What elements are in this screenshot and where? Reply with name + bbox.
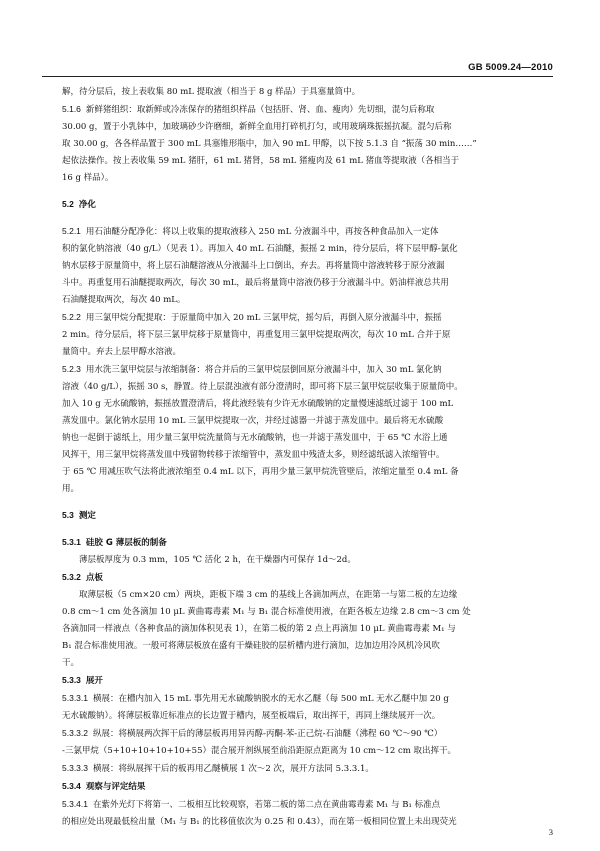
- section-number: 5.3.3: [62, 675, 81, 685]
- clause-number: 5.3.3.1: [62, 693, 88, 703]
- section-title: 观察与评定结果: [85, 782, 146, 792]
- section-heading-5-2: [62, 196, 553, 214]
- section-number: 5.3.1: [62, 537, 81, 547]
- text-line: B₁ 混合标准使用液。一般可将薄层板放在盛有干燥硅胶的层析槽内进行滴加，边加边用冷风机冷风吹: [62, 641, 440, 651]
- standard-number: GB 5009.24—2010: [468, 62, 553, 73]
- text-line: 用水洗三氯甲烷层与浓缩制备：将合并后的三氯甲烷层倒回原分液漏斗中，加入 30 mL 氯化钠: [85, 365, 442, 375]
- text-line: 取薄层板（5 cm×20 cm）两块，距板下端 3 cm 的基线上各滴加两点，在距第一与第二板的左边缘: [79, 590, 458, 600]
- text-line: 2 min。待分层后，将下层三氯甲烷移于原量筒中，再重复用三氯甲烷提取两次，每次 10 mL 合并于原: [62, 330, 451, 340]
- section-title: 净化: [78, 200, 96, 210]
- page-header: [42, 54, 553, 77]
- clause-number: 5.3.3.3: [62, 763, 88, 773]
- text-line: 无水硫酸钠）。将薄层板靠近标准点的长边置于槽内，展至板端后，取出挥干，再同上继续展开一次。: [62, 711, 441, 721]
- text-line: 各滴加同一样液点（各种食品的滴加体积见表 1），在第二板的第 2 点上再滴加 10 μL 黄曲霉毒素 M₁ 与: [62, 624, 456, 634]
- text-line: 起依法操作。按上表收集 59 mL 猪肝，61 mL 猪肾，58 mL 猪瘦肉及 61 mL 猪血等提取液（各相当于: [62, 156, 460, 166]
- text-line: 横展：将纵展挥干后的板再用乙醚横展 1 次～2 次，展开方法同 5.3.3.1。: [93, 764, 374, 774]
- section-title: 点板: [85, 573, 103, 583]
- section-title: 测定: [78, 511, 96, 521]
- text-line: 溶液（40 g/L），振摇 30 s，静置。待上层混浊液有部分澄清时，即可将下层三氯甲烷层收集于原量筒中。: [62, 382, 463, 392]
- text-line: -三氯甲烷（5+10+10+10+10+55）混合展开剂纵展至前沿距原点距离为 10 cm～12 cm 取出挥干。: [62, 746, 457, 756]
- section-number: 5.3: [62, 510, 74, 520]
- text-line: 16 g 样品）。: [62, 173, 114, 183]
- text-line: 蒸发皿中。氯化钠水层用 10 mL 三氯甲烷提取一次，并经过滤器一并滤于蒸发皿中。最后将无水硫酸: [62, 416, 444, 426]
- clause-5-3-3-2: [62, 725, 553, 743]
- clause-number: 5.3.4.1: [62, 799, 88, 809]
- section-number: 5.3.4: [62, 781, 81, 791]
- text-line: 干。: [62, 658, 80, 668]
- clause-5-3-4-1: [62, 796, 553, 814]
- clause-5-3-3-3: [62, 760, 553, 778]
- page-number: 3: [548, 827, 553, 837]
- text-line: 积的氯化钠溶液（40 g/L）（见表 1）。再加入 40 mL 石油醚，振摇 2 min，待分层后，将下层甲醇-氯化: [62, 244, 458, 254]
- text-line: 风挥干，用三氯甲烷将蒸发皿中残留物转移于浓缩管中，蒸发皿中残渣太多，则经滤纸滤入浓缩管中。: [62, 450, 445, 460]
- text-line: 横展：在槽内加入 15 mL 事先用无水硫酸钠脱水的无水乙醚（每 500 mL 无水乙醚中加 20 g: [93, 694, 449, 704]
- text-line: 于 65 ℃ 用减压吹气法将此液浓缩至 0.4 mL 以下，再用少量三氯甲烷洗管壁后，浓缩定量至 0.4 mL 备: [62, 467, 459, 477]
- clause-5-2-3: [62, 361, 553, 379]
- clause-number: 5.2.1: [62, 226, 81, 236]
- section-heading-5-3: [62, 507, 553, 525]
- subsection-heading-5-3-4: [62, 778, 553, 796]
- text-line: 用石油醚分配净化：将以上收集的提取液移入 250 mL 分液漏斗中，再按各种食品加入一定体: [85, 227, 439, 237]
- text-line: 的相应处出现最低检出量（M₁ 与 B₁ 的比移值依次为 0.25 和 0.43），而在第一板相同位置上未出现荧光: [62, 817, 457, 827]
- text-line: 石油醚提取两次，每次 40 mL。: [62, 295, 186, 305]
- text-line: 薄层板厚度为 0.3 mm，105 ℃ 活化 2 h，在干燥器内可保存 1d～2d。: [79, 555, 356, 565]
- text-line: 在紫外光灯下将第一、二板相互比较观察，若第二板的第二点在黄曲霉毒素 M₁ 与 B₁ 标准点: [93, 800, 441, 810]
- subsection-heading-5-3-2: [62, 569, 553, 587]
- clause-number: 5.2.3: [62, 364, 81, 374]
- section-number: 5.2: [62, 199, 74, 209]
- section-number: 5.3.2: [62, 572, 81, 582]
- text-line: 0.8 cm～1 cm 处各滴加 10 μL 黄曲霉毒素 M₁ 与 B₁ 混合标准使用液，在距各板左边缘 2.8 cm～3 cm 处: [62, 607, 471, 617]
- text-line: 解，待分层后，按上表收集 80 mL 提取液（相当于 8 g 样品）于具塞量筒中。: [62, 87, 361, 97]
- clause-5-2-2: [62, 309, 553, 327]
- text-line: 斗中。再重复用石油醚提取两次，每次 30 mL，最后将量筒中溶液仍移于分液漏斗中。奶油样液总共用: [62, 278, 449, 288]
- clause-5-3-3-1: [62, 690, 553, 708]
- clause-5-2-1: [62, 223, 553, 241]
- text-line: 量筒中。弃去上层甲醇水溶液。: [62, 347, 182, 357]
- text-line: 纵展：将横展两次挥干后的薄层板再用异丙醇-丙酮-苯-正己烷-石油醚（沸程 60 ℃～90 ℃）: [93, 729, 443, 739]
- subsection-heading-5-3-3: [62, 672, 553, 690]
- clause-number: 5.1.6: [62, 104, 81, 114]
- clause-number: 5.2.2: [62, 312, 81, 322]
- text-line: 新鲜猪组织：取新鲜或冷冻保存的猪组织样品（包括肝、肾、血、瘦肉）先切细，混匀后称取: [85, 105, 435, 115]
- document-body: [62, 84, 553, 831]
- text-line: 用。: [62, 484, 80, 494]
- clause-5-1-6: [62, 101, 553, 119]
- text-line: 钠也一起倒于滤纸上，用少量三氯甲烷洗量筒与无水硫酸钠，也一并滤于蒸发皿中，于 65 ℃ 水浴上通: [62, 433, 448, 443]
- text-line: 钠水层移于原量筒中，将上层石油醚溶液从分液漏斗上口倒出，弃去。再将量筒中溶液转移于原分液漏: [62, 261, 445, 271]
- section-title: 硅胶 G 薄层板的制备: [85, 538, 167, 548]
- clause-number: 5.3.3.2: [62, 728, 88, 738]
- text-line: 用三氯甲烷分配提取：于原量筒中加入 20 mL 三氯甲烷，摇匀后，再倒入原分液漏斗中，振摇: [85, 313, 442, 323]
- text-line: 30.00 g，置于小乳钵中，加玻璃砂少许磨细，新鲜全血用打碎机打匀，或用玻璃珠振摇抗凝。混匀后称: [62, 122, 452, 132]
- text-line: 加入 10 g 无水硫酸钠，振摇放置澄清后，将此液经装有少许无水硫酸钠的定量慢速滤纸过滤于 100 mL: [62, 399, 454, 409]
- section-title: 展开: [85, 676, 103, 686]
- text-line: 取 30.00 g，各各样品置于 300 mL 具塞锥形瓶中，加入 90 mL 甲醇，以下按 5.1.3 自 “振荡 30 min……”: [62, 139, 477, 149]
- subsection-heading-5-3-1: [62, 534, 553, 552]
